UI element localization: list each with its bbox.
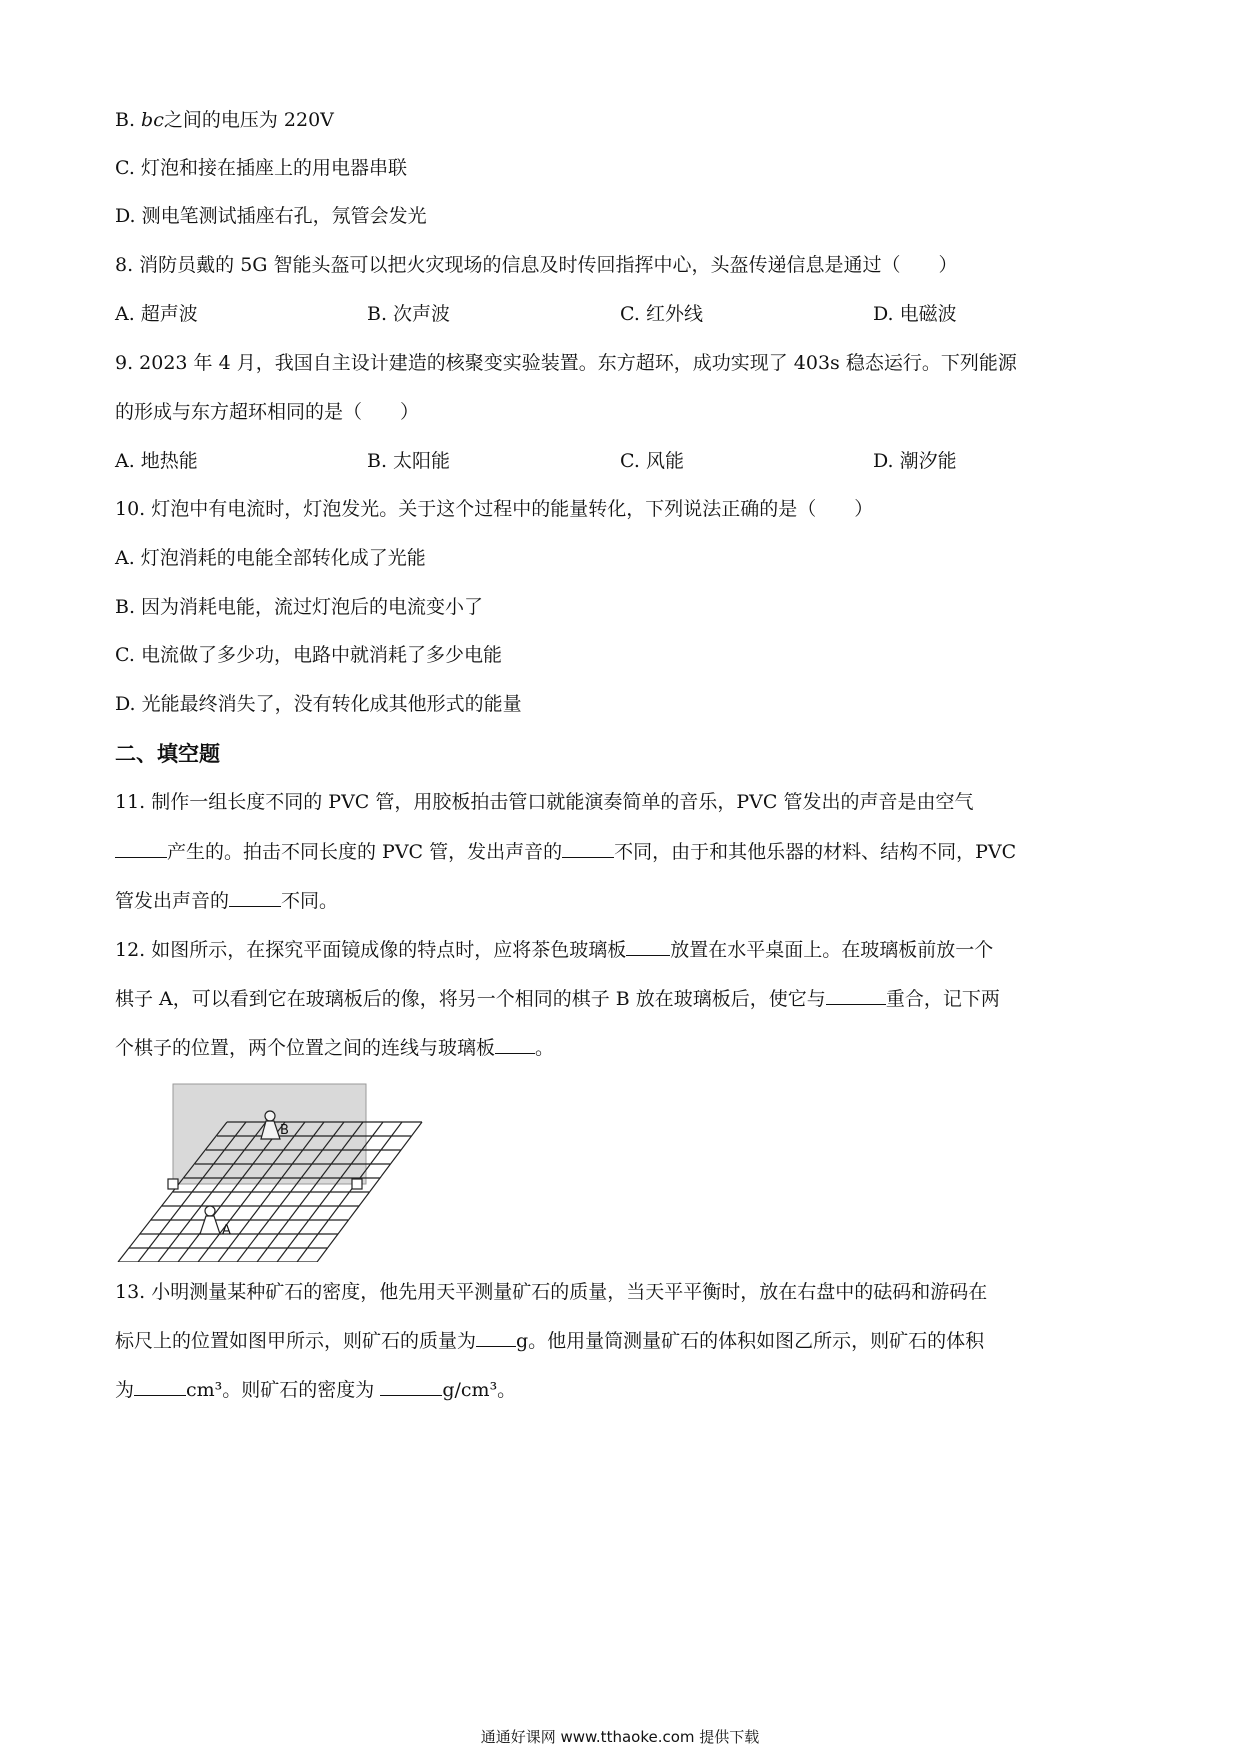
q7-option-c: C. 灯泡和接在插座上的用电器串联 — [115, 157, 407, 179]
q10-option-d: D. 光能最终消失了，没有转化成其他形式的能量 — [115, 693, 522, 715]
q11-line1: 11. 制作一组长度不同的 PVC 管，用胶板拍击管口就能演奏简单的音乐，PVC 管发出的声音是由空气 — [115, 791, 974, 813]
plane-mirror-figure — [112, 1082, 432, 1262]
q9-option-c: C. 风能 — [620, 450, 684, 472]
plate-clip-right — [352, 1179, 362, 1189]
answer-blank[interactable] — [562, 839, 614, 858]
q7-option-b: B. bc之间的电压为 220V — [115, 109, 334, 131]
answer-blank[interactable] — [476, 1328, 516, 1347]
q8-option-c: C. 红外线 — [620, 303, 703, 325]
answer-blank[interactable] — [380, 1377, 442, 1396]
q9-stem-line1: 9. 2023 年 4 月，我国自主设计建造的核聚变实验装置。东方超环，成功实现了 403s 稳态运行。下列能源 — [115, 352, 1017, 374]
footer-source: 通通好课网 www.tthaoke.com 提供下载 — [480, 1728, 760, 1746]
q10-option-b: B. 因为消耗电能，流过灯泡后的电流变小了 — [115, 596, 484, 618]
q12-line1: 12. 如图所示，在探究平面镜成像的特点时，应将茶色玻璃板 放置在水平桌面上。在玻璃板前放一个 — [115, 939, 994, 961]
q7-option-d: D. 测电笔测试插座右孔，氖管会发光 — [115, 205, 427, 227]
q13-line3: 为 cm³。则矿石的密度为 g/cm³。 — [115, 1379, 517, 1401]
q12-line3: 个棋子的位置，两个位置之间的连线与玻璃板 。 — [115, 1037, 555, 1059]
q9-option-a: A. 地热能 — [115, 450, 198, 472]
q10-option-c: C. 电流做了多少功，电路中就消耗了多少电能 — [115, 644, 502, 666]
answer-blank[interactable] — [626, 937, 670, 956]
q9-option-b: B. 太阳能 — [367, 450, 451, 472]
answer-blank[interactable] — [134, 1377, 186, 1396]
q8-option-d: D. 电磁波 — [873, 303, 957, 325]
answer-blank[interactable] — [826, 986, 886, 1005]
answer-blank[interactable] — [229, 888, 281, 907]
q11-line3: 管发出声音的 不同。 — [115, 890, 339, 912]
q7-option-b-italic: bc — [141, 109, 164, 131]
section-heading-fill-blank: 二、填空题 — [115, 742, 220, 766]
label-b: B — [280, 1123, 289, 1138]
q11-line2: 产生的。拍击不同长度的 PVC 管，发出声音的 不同，由于和其他乐器的材料、结构不同，PVC — [115, 838, 1016, 866]
label-a: A — [222, 1223, 231, 1238]
q9-option-d: D. 潮汐能 — [873, 450, 957, 472]
q13-line2: 标尺上的位置如图甲所示，则矿石的质量为 g。他用量筒测量矿石的体积如图乙所示，则矿石的体积 — [115, 1330, 985, 1352]
plate-clip-left — [168, 1179, 178, 1189]
q9-stem-line2: 的形成与东方超环相同的是（ ） — [115, 401, 420, 423]
answer-blank[interactable] — [495, 1035, 535, 1054]
q13-line1: 13. 小明测量某种矿石的密度，他先用天平测量矿石的质量，当天平平衡时，放在右盘中的砝码和游码在 — [115, 1281, 988, 1303]
answer-blank[interactable] — [115, 839, 167, 858]
q10-option-a: A. 灯泡消耗的电能全部转化成了光能 — [115, 547, 426, 569]
q12-line2: 棋子 A，可以看到它在玻璃板后的像，将另一个相同的棋子 B 放在玻璃板后，使它与 重合，记下两 — [115, 988, 1000, 1010]
q8-option-b: B. 次声波 — [367, 303, 451, 325]
q8-option-a: A. 超声波 — [115, 303, 198, 325]
q10-stem: 10. 灯泡中有电流时，灯泡发光。关于这个过程中的能量转化，下列说法正确的是（ ） — [115, 498, 874, 520]
q8-stem: 8. 消防员戴的 5G 智能头盔可以把火灾现场的信息及时传回指挥中心，头盔传递信息是通过（ ） — [115, 254, 958, 276]
